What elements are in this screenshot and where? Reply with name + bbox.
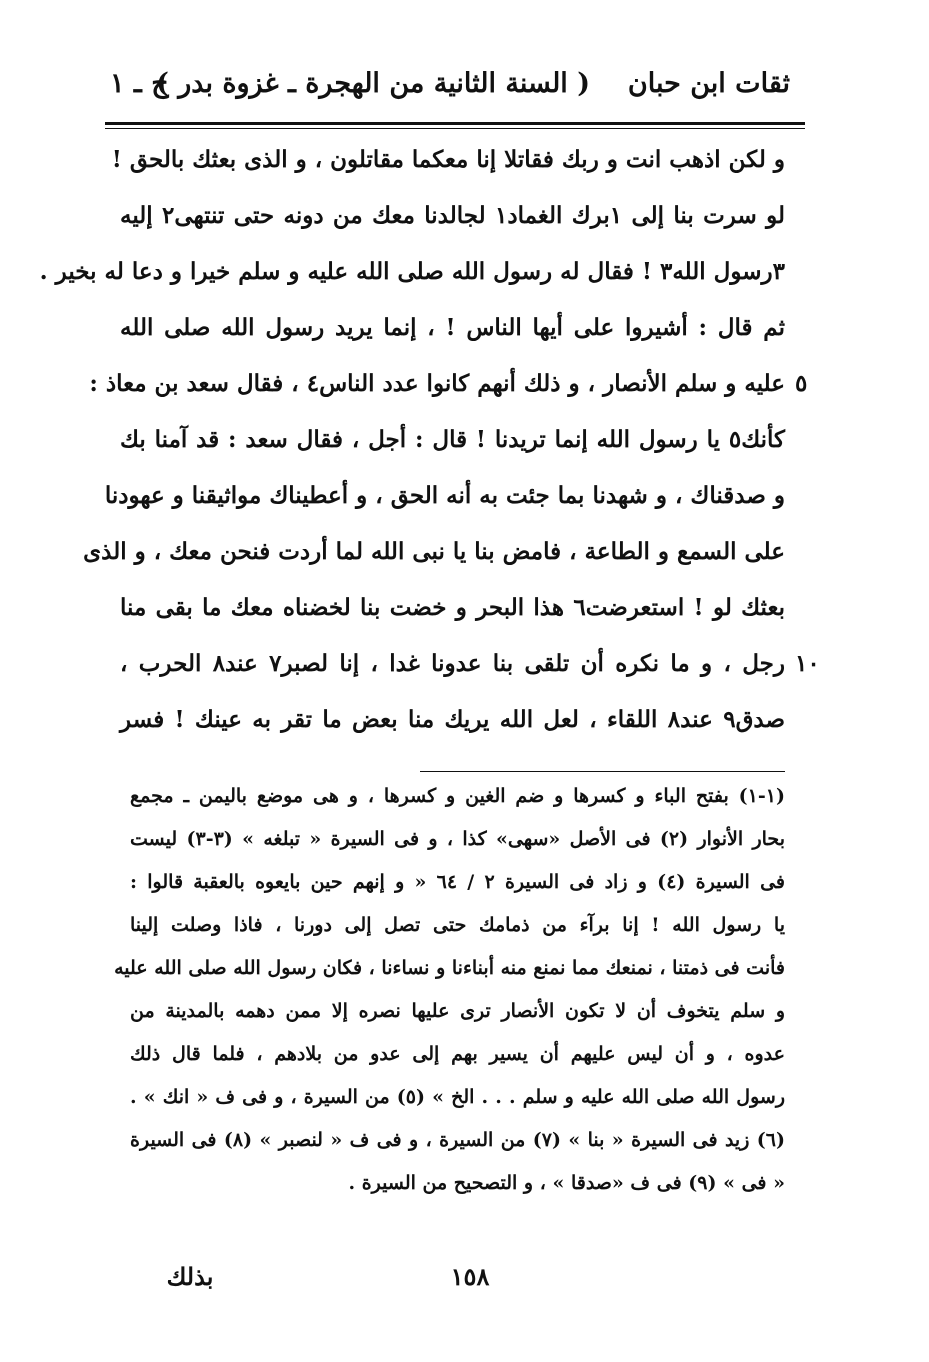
footnote-line-1: (١-١) بفتح الباء و كسرها و ضم الغين و كسرها ، و هى موضع باليمن ـ مجمع xyxy=(130,785,785,807)
body-line-9: بعثك لو ! استعرضت٦ هذا البحر و خضت بنا لخضناه معك ما بقى منا xyxy=(120,594,785,621)
footnote-line-6: و سلم يتخوف أن لا تكون الأنصار ترى عليها نصره إلا ممن دهمه بالمدينة من xyxy=(130,1000,785,1022)
footnote-separator xyxy=(420,771,785,772)
footnote-line-9: (٦) زيد فى السيرة « بنا » (٧) من السيرة ، و فى ف « لنصبر » (٨) فى السيرة xyxy=(130,1129,785,1151)
footnote-line-5: فأنت فى ذمتنا ، نمنعك مما نمنع منه أبناءنا و نساءنا ، فكان رسول الله صلى الله عليه xyxy=(114,957,785,979)
body-line-3: ٣رسول الله٣ ! فقال له رسول الله صلى الله عليه و سلم خيرا و دعا له بخير . xyxy=(39,258,785,285)
line-number-10: ١٠ xyxy=(795,650,820,677)
body-line-1: و لكن اذهب انت و ربك فقاتلا إنا معكما مقاتلون ، و الذى بعثك بالحق ! xyxy=(111,146,785,173)
body-line-4: ثم قال : أشيروا على أيها الناس ! ، إنما يريد رسول الله صلى الله xyxy=(120,314,785,341)
footnote-line-4: يا رسول الله ! إنا برآء من ذمامك حتى تصل إلى دورنا ، فاذا وصلت إلينا xyxy=(130,914,785,936)
footnote-line-8: رسول الله صلى الله عليه و سلم . . . الخ » (٥) من السيرة ، و فى ف « انك » . xyxy=(130,1086,785,1108)
page-number: ١٥٨ xyxy=(450,1262,490,1291)
body-line-2: لو سرت بنا إلى ١برك الغماد١ لجالدنا معك من دونه حتى تنتهى٢ إليه xyxy=(120,202,785,229)
volume-label: ج ـ ١ xyxy=(110,68,169,99)
book-title: ثقات ابن حبان xyxy=(627,68,790,99)
footnote-line-3: فى السيرة (٤) و زاد فى السيرة ٢ / ٦٤ « و إنهم حين بايعوه بالعقبة قالوا : xyxy=(130,871,786,893)
body-line-6: كأنك٥ يا رسول الله إنما تريدنا ! قال : أجل ، فقال سعد : قد آمنا بك xyxy=(120,426,785,453)
footnote-line-2: بحار الأنوار (٢) فى الأصل «سهى» كذا ، و فى السيرة « تبلغه » (٣-٣) ليست xyxy=(130,828,785,850)
body-line-8: على السمع و الطاعة ، فامض بنا يا نبى الله لما أردت فنحن معك ، و الذى xyxy=(83,538,785,565)
line-number-5: ٥ xyxy=(795,370,808,397)
body-line-10: رجل ، و ما نكره أن تلقى بنا عدونا غدا ، إنا لصبر٧ عند٨ الحرب ، xyxy=(120,650,786,677)
body-line-5: عليه و سلم الأنصار ، و ذلك أنهم كانوا عدد الناس٤ ، فقال سعد بن معاذ : xyxy=(89,370,785,397)
section-title: ( السنة الثانية من الهجرة ـ غزوة بدر ) xyxy=(156,68,590,99)
header-rule-thin xyxy=(105,128,805,129)
header-rule-thick xyxy=(105,122,805,125)
body-line-11: صدق٩ عند٨ اللقاء ، لعل الله يريك منا بعض ما تقر به عينك ! فسر xyxy=(120,706,786,733)
catchword: بذلك xyxy=(166,1262,214,1291)
footnote-line-7: عدوه ، و أن ليس عليهم أن يسير بهم إلى عدو من بلادهم ، فلما قال ذلك xyxy=(130,1043,785,1065)
footnote-line-10: « فى » (٩) فى ف «صدقا » ، و التصحيح من السيرة . xyxy=(348,1172,785,1194)
body-line-7: و صدقناك ، و شهدنا بما جئت به أنه الحق ، و أعطيناك مواثيقنا و عهودنا xyxy=(104,482,785,509)
running-header xyxy=(110,68,790,114)
